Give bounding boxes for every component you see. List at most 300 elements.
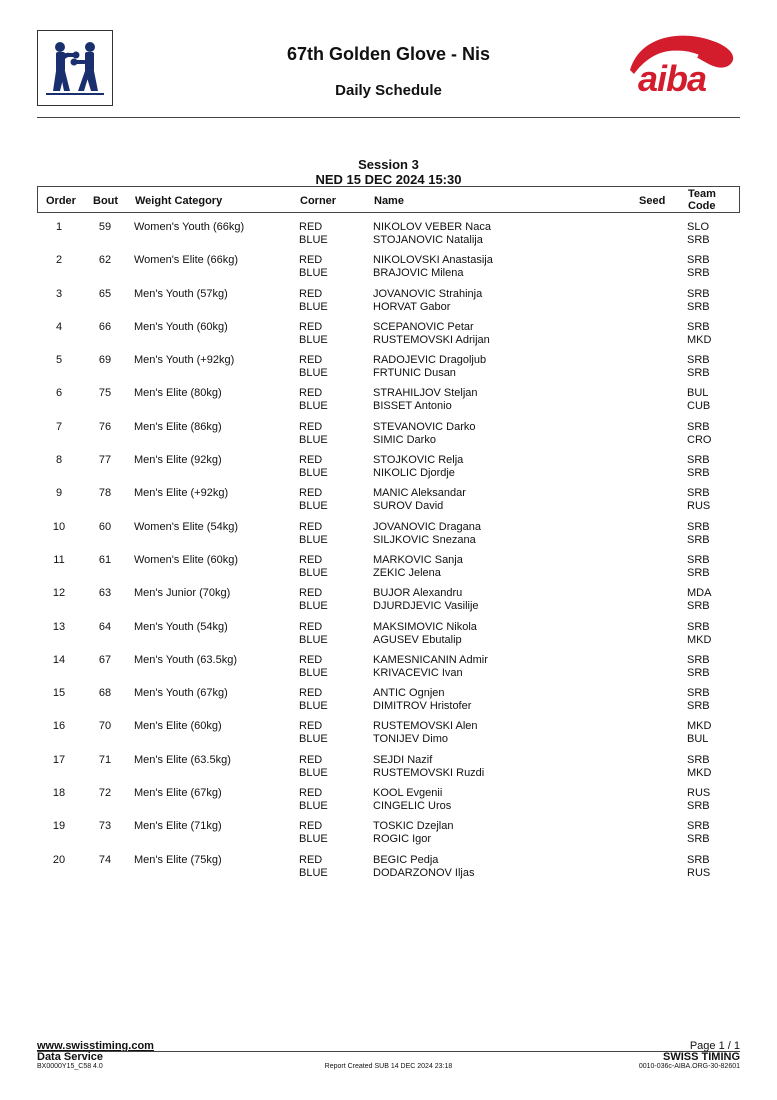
name-cell bbox=[373, 854, 474, 880]
order-order: 11 bbox=[53, 553, 65, 566]
team-code-cell bbox=[687, 321, 711, 347]
name-cell bbox=[373, 454, 463, 480]
weight-category-cell bbox=[134, 587, 230, 600]
footer-data-service: Data Service bbox=[37, 1051, 104, 1063]
corner-cell bbox=[299, 288, 328, 314]
team-code-cell bbox=[687, 254, 710, 280]
team-code-blue-team: SRB bbox=[687, 666, 710, 679]
weight-category-weight: Men's Elite (80kg) bbox=[134, 387, 222, 400]
corner-cell bbox=[299, 820, 328, 846]
schedule-table-body bbox=[37, 221, 740, 887]
order-order: 1 bbox=[55, 221, 63, 233]
order-cell bbox=[37, 854, 81, 867]
name-blue-name: STOJANOVIC Natalija bbox=[373, 234, 483, 246]
team-code-blue-team: MKD bbox=[687, 333, 712, 346]
order-order: 6 bbox=[55, 387, 63, 400]
team-code-cell bbox=[687, 521, 710, 547]
name-cell bbox=[373, 820, 454, 846]
order-order: 13 bbox=[52, 620, 66, 633]
team-code-red-team: SRB bbox=[687, 520, 710, 533]
corner-red-corner: RED bbox=[299, 487, 323, 500]
col-weight-category: Weight Category bbox=[135, 195, 223, 207]
corner-red-corner: RED bbox=[299, 787, 323, 800]
weight-category-cell bbox=[134, 421, 222, 434]
bout-bout: 67 bbox=[98, 653, 112, 666]
team-code-red-team: RUS bbox=[687, 787, 711, 800]
table-header bbox=[37, 186, 740, 213]
table-row bbox=[37, 221, 740, 254]
footer-report-created: Report Created SUB 14 DEC 2024 23:18 bbox=[324, 1063, 453, 1070]
session-name: Session 3 bbox=[358, 157, 419, 172]
team-code-cell bbox=[687, 288, 710, 314]
team-code-cell bbox=[687, 854, 710, 880]
team-code-red-team: BUL bbox=[687, 387, 709, 400]
corner-cell bbox=[299, 621, 328, 647]
order-order: 8 bbox=[55, 454, 63, 467]
footer-reference: 0010-036c-AIBA.ORG-30-82601 bbox=[638, 1063, 740, 1070]
order-order: 2 bbox=[55, 254, 63, 267]
bout-cell bbox=[92, 687, 118, 700]
order-order: 17 bbox=[52, 753, 66, 766]
session-heading bbox=[0, 157, 777, 187]
team-code-cell bbox=[687, 621, 711, 647]
corner-blue-corner: BLUE bbox=[299, 566, 328, 579]
bout-bout: 60 bbox=[98, 520, 112, 533]
bout-bout: 75 bbox=[98, 387, 112, 400]
corner-red-corner: RED bbox=[299, 254, 323, 267]
table-row bbox=[37, 254, 740, 287]
name-red-name: KAMESNICANIN Admir bbox=[373, 653, 488, 666]
team-code-red-team: SRB bbox=[687, 620, 710, 633]
name-red-name: NIKOLOVSKI Anastasija bbox=[373, 254, 493, 267]
col-team-line2: Code bbox=[688, 200, 716, 212]
bout-cell bbox=[92, 521, 118, 534]
order-order: 20 bbox=[52, 853, 66, 866]
name-blue-name: DODARZONOV Iljas bbox=[373, 866, 475, 879]
corner-blue-corner: BLUE bbox=[299, 267, 328, 280]
corner-red-corner: RED bbox=[299, 221, 323, 233]
weight-category-cell bbox=[134, 754, 231, 767]
weight-category-weight: Men's Youth (60kg) bbox=[134, 320, 228, 333]
weight-category-weight: Men's Youth (67kg) bbox=[134, 687, 228, 700]
table-row bbox=[37, 354, 740, 387]
name-cell bbox=[373, 254, 493, 280]
team-code-blue-team: SRB bbox=[687, 800, 710, 813]
order-order: 16 bbox=[52, 720, 66, 733]
bout-cell bbox=[92, 454, 118, 467]
corner-cell bbox=[299, 421, 328, 447]
corner-cell bbox=[299, 787, 328, 813]
team-code-cell bbox=[687, 587, 711, 613]
order-order: 10 bbox=[52, 520, 66, 533]
table-row bbox=[37, 421, 740, 454]
name-blue-name: RUSTEMOVSKI Adrijan bbox=[373, 333, 490, 346]
name-blue-name: KRIVACEVIC Ivan bbox=[373, 666, 463, 679]
weight-category-cell bbox=[134, 621, 228, 634]
corner-cell bbox=[299, 754, 328, 780]
session-datetime: NED 15 DEC 2024 15:30 bbox=[315, 172, 462, 187]
weight-category-cell bbox=[134, 321, 228, 334]
bout-cell bbox=[92, 654, 118, 667]
team-code-blue-team: SRB bbox=[687, 467, 710, 480]
footer-report-code: BX0000Y15_C58 4.0 bbox=[37, 1063, 103, 1070]
team-code-red-team: MKD bbox=[687, 720, 712, 733]
order-cell bbox=[37, 487, 81, 500]
name-red-name: NIKOLOV VEBER Naca bbox=[373, 221, 491, 233]
team-code-cell bbox=[687, 720, 711, 746]
team-code-red-team: SRB bbox=[687, 487, 710, 500]
corner-blue-corner: BLUE bbox=[299, 533, 328, 546]
weight-category-weight: Men's Youth (57kg) bbox=[134, 287, 228, 300]
name-blue-name: RUSTEMOVSKI Ruzdi bbox=[373, 766, 485, 779]
corner-cell bbox=[299, 854, 328, 880]
corner-cell bbox=[299, 720, 328, 746]
team-code-red-team: SRB bbox=[687, 354, 710, 367]
table-row bbox=[37, 787, 740, 820]
name-red-name: STEVANOVIC Darko bbox=[373, 420, 476, 433]
name-cell bbox=[373, 654, 488, 680]
team-code-blue-team: MKD bbox=[687, 766, 712, 779]
bout-cell bbox=[92, 787, 118, 800]
name-blue-name: DIMITROV Hristofer bbox=[373, 700, 472, 713]
corner-blue-corner: BLUE bbox=[299, 600, 328, 613]
name-cell bbox=[373, 387, 478, 413]
footer-brand: SWISS TIMING bbox=[663, 1051, 740, 1063]
name-cell bbox=[373, 587, 479, 613]
corner-blue-corner: BLUE bbox=[299, 367, 328, 380]
team-code-cell bbox=[687, 654, 710, 680]
corner-cell bbox=[299, 454, 328, 480]
col-team-line1: Team bbox=[688, 188, 716, 200]
corner-blue-corner: BLUE bbox=[299, 700, 328, 713]
corner-cell bbox=[299, 521, 328, 547]
team-code-cell bbox=[687, 487, 710, 513]
bout-bout: 68 bbox=[98, 687, 112, 700]
bout-bout: 69 bbox=[98, 354, 112, 367]
header-divider bbox=[37, 117, 740, 118]
name-red-name: JOVANOVIC Strahinja bbox=[373, 287, 483, 300]
name-blue-name: SIMIC Darko bbox=[373, 433, 436, 446]
weight-category-cell bbox=[134, 454, 222, 467]
name-cell bbox=[373, 487, 466, 513]
weight-category-cell bbox=[134, 254, 238, 267]
corner-red-corner: RED bbox=[299, 387, 323, 400]
col-bout: Bout bbox=[93, 195, 119, 207]
corner-blue-corner: BLUE bbox=[299, 433, 328, 446]
team-code-blue-team: SRB bbox=[687, 533, 710, 546]
order-cell bbox=[37, 820, 81, 833]
bout-bout: 78 bbox=[98, 487, 112, 500]
order-cell bbox=[37, 387, 81, 400]
team-code-red-team: SRB bbox=[687, 753, 710, 766]
table-row bbox=[37, 487, 740, 520]
name-red-name: RADOJEVIC Dragoljub bbox=[373, 354, 487, 367]
name-red-name: TOSKIC Dzejlan bbox=[373, 820, 454, 833]
name-blue-name: CINGELIC Uros bbox=[373, 800, 452, 813]
order-cell bbox=[37, 421, 81, 434]
name-cell bbox=[373, 687, 471, 713]
page-title: 67th Golden Glove - Nis bbox=[286, 44, 491, 64]
name-cell bbox=[373, 288, 482, 314]
name-cell bbox=[373, 521, 481, 547]
name-blue-name: TONIJEV Dimo bbox=[373, 733, 448, 746]
team-code-cell bbox=[687, 820, 710, 846]
name-red-name: SCEPANOVIC Petar bbox=[373, 320, 474, 333]
bout-cell bbox=[92, 554, 118, 567]
bout-cell bbox=[92, 387, 118, 400]
weight-category-weight: Men's Elite (75kg) bbox=[134, 853, 222, 866]
team-code-red-team: SRB bbox=[687, 553, 710, 566]
table-row bbox=[37, 654, 740, 687]
name-red-name: MARKOVIC Sanja bbox=[373, 553, 463, 566]
weight-category-cell bbox=[134, 354, 234, 367]
weight-category-weight: Women's Elite (60kg) bbox=[134, 553, 238, 566]
corner-red-corner: RED bbox=[299, 687, 323, 700]
col-name: Name bbox=[374, 195, 404, 207]
weight-category-weight: Men's Elite (92kg) bbox=[134, 454, 222, 467]
order-order: 4 bbox=[55, 320, 63, 333]
team-code-blue-team: SRB bbox=[687, 700, 710, 713]
name-blue-name: SILJKOVIC Snezana bbox=[373, 533, 476, 546]
bout-bout: 74 bbox=[98, 853, 112, 866]
name-red-name: ANTIC Ognjen bbox=[373, 687, 445, 700]
order-cell bbox=[37, 687, 81, 700]
footer-divider bbox=[37, 1051, 740, 1052]
corner-blue-corner: BLUE bbox=[299, 400, 328, 413]
weight-category-cell bbox=[134, 820, 222, 833]
name-blue-name: AGUSEV Ebutalip bbox=[373, 633, 462, 646]
team-code-blue-team: SRB bbox=[687, 367, 710, 380]
team-code-red-team: SRB bbox=[687, 820, 710, 833]
order-cell bbox=[37, 787, 81, 800]
bout-cell bbox=[92, 354, 118, 367]
order-order: 7 bbox=[55, 420, 63, 433]
bout-bout: 66 bbox=[98, 320, 112, 333]
order-order: 9 bbox=[55, 487, 63, 500]
bout-cell bbox=[92, 421, 118, 434]
corner-red-corner: RED bbox=[299, 820, 323, 833]
order-order: 19 bbox=[52, 820, 66, 833]
corner-blue-corner: BLUE bbox=[299, 800, 328, 813]
team-code-cell bbox=[687, 221, 710, 247]
team-code-red-team: SRB bbox=[687, 254, 710, 267]
name-red-name: MANIC Aleksandar bbox=[373, 487, 466, 500]
order-cell bbox=[37, 754, 81, 767]
weight-category-weight: Women's Elite (66kg) bbox=[134, 254, 238, 267]
order-cell bbox=[37, 454, 81, 467]
name-red-name: BUJOR Alexandru bbox=[373, 587, 463, 600]
col-corner: Corner bbox=[300, 195, 337, 207]
team-code-cell bbox=[687, 454, 710, 480]
weight-category-weight: Women's Youth (66kg) bbox=[134, 221, 245, 233]
corner-red-corner: RED bbox=[299, 653, 323, 666]
team-code-blue-team: SRB bbox=[687, 833, 710, 846]
team-code-red-team: SLO bbox=[687, 221, 710, 233]
corner-blue-corner: BLUE bbox=[299, 500, 328, 513]
bout-cell bbox=[92, 720, 118, 733]
team-code-blue-team: SRB bbox=[687, 234, 710, 246]
team-code-blue-team: MKD bbox=[687, 633, 712, 646]
table-row bbox=[37, 521, 740, 554]
team-code-blue-team: RUS bbox=[687, 500, 711, 513]
corner-cell bbox=[299, 387, 328, 413]
order-cell bbox=[37, 354, 81, 367]
corner-red-corner: RED bbox=[299, 553, 323, 566]
bout-cell bbox=[92, 221, 118, 234]
order-cell bbox=[37, 521, 81, 534]
team-code-red-team: SRB bbox=[687, 320, 710, 333]
weight-category-cell bbox=[134, 387, 222, 400]
corner-red-corner: RED bbox=[299, 853, 323, 866]
weight-category-cell bbox=[134, 854, 222, 867]
order-order: 5 bbox=[55, 354, 63, 367]
bout-cell bbox=[92, 288, 118, 301]
weight-category-weight: Men's Youth (63.5kg) bbox=[134, 653, 238, 666]
weight-category-cell bbox=[134, 221, 244, 234]
name-blue-name: FRTUNIC Dusan bbox=[373, 367, 456, 380]
order-cell bbox=[37, 654, 81, 667]
weight-category-cell bbox=[134, 787, 222, 800]
name-blue-name: NIKOLIC Djordje bbox=[373, 467, 455, 480]
name-cell bbox=[373, 321, 490, 347]
weight-category-cell bbox=[134, 687, 228, 700]
corner-red-corner: RED bbox=[299, 520, 323, 533]
team-code-blue-team: SRB bbox=[687, 600, 710, 613]
corner-blue-corner: BLUE bbox=[299, 467, 328, 480]
corner-blue-corner: BLUE bbox=[299, 666, 328, 679]
order-cell bbox=[37, 587, 81, 600]
weight-category-weight: Men's Elite (+92kg) bbox=[134, 487, 229, 500]
order-order: 18 bbox=[52, 787, 66, 800]
corner-red-corner: RED bbox=[299, 420, 323, 433]
name-red-name: STOJKOVIC Relja bbox=[373, 454, 464, 467]
team-code-red-team: SRB bbox=[687, 420, 710, 433]
corner-cell bbox=[299, 221, 328, 247]
weight-category-cell bbox=[134, 288, 228, 301]
weight-category-weight: Men's Youth (+92kg) bbox=[134, 354, 235, 367]
corner-red-corner: RED bbox=[299, 320, 323, 333]
corner-blue-corner: BLUE bbox=[299, 633, 328, 646]
weight-category-cell bbox=[134, 654, 237, 667]
bout-cell bbox=[92, 321, 118, 334]
table-row bbox=[37, 621, 740, 654]
weight-category-weight: Men's Elite (86kg) bbox=[134, 420, 222, 433]
weight-category-cell bbox=[134, 554, 238, 567]
team-code-red-team: SRB bbox=[687, 454, 710, 467]
team-code-blue-team: SRB bbox=[687, 566, 710, 579]
team-code-cell bbox=[687, 754, 711, 780]
bout-cell bbox=[92, 254, 118, 267]
team-code-cell bbox=[687, 421, 711, 447]
order-cell bbox=[37, 554, 81, 567]
bout-bout: 61 bbox=[98, 553, 112, 566]
team-code-red-team: SRB bbox=[687, 653, 710, 666]
bout-bout: 63 bbox=[98, 587, 112, 600]
team-code-cell bbox=[687, 387, 710, 413]
team-code-cell bbox=[687, 554, 710, 580]
name-cell bbox=[373, 354, 486, 380]
bout-bout: 77 bbox=[98, 454, 112, 467]
bout-cell bbox=[92, 587, 118, 600]
corner-red-corner: RED bbox=[299, 753, 323, 766]
corner-red-corner: RED bbox=[299, 287, 323, 300]
corner-blue-corner: BLUE bbox=[299, 866, 328, 879]
col-seed: Seed bbox=[639, 195, 666, 207]
weight-category-weight: Men's Elite (71kg) bbox=[134, 820, 222, 833]
team-code-blue-team: BUL bbox=[687, 733, 709, 746]
name-red-name: KOOL Evgenii bbox=[373, 787, 443, 800]
bout-bout: 76 bbox=[98, 420, 112, 433]
bout-cell bbox=[92, 754, 118, 767]
table-row bbox=[37, 854, 740, 887]
name-blue-name: HORVAT Gabor bbox=[373, 300, 451, 313]
team-code-cell bbox=[687, 787, 710, 813]
corner-cell bbox=[299, 587, 328, 613]
table-row bbox=[37, 387, 740, 420]
team-code-red-team: MDA bbox=[687, 587, 712, 600]
order-cell bbox=[37, 621, 81, 634]
corner-cell bbox=[299, 687, 328, 713]
name-cell bbox=[373, 554, 463, 580]
corner-cell bbox=[299, 554, 328, 580]
aiba-logo bbox=[620, 30, 744, 106]
weight-category-cell bbox=[134, 521, 238, 534]
name-cell bbox=[373, 720, 478, 746]
col-order: Order bbox=[46, 195, 76, 207]
corner-cell bbox=[299, 487, 328, 513]
name-red-name: SEJDI Nazif bbox=[373, 753, 433, 766]
footer-url[interactable]: www.swisstiming.com bbox=[37, 1040, 154, 1052]
aiba-wordmark: aiba bbox=[638, 58, 707, 99]
order-cell bbox=[37, 321, 81, 334]
bout-cell bbox=[92, 487, 118, 500]
corner-red-corner: RED bbox=[299, 620, 323, 633]
weight-category-cell bbox=[134, 487, 228, 500]
corner-blue-corner: BLUE bbox=[299, 300, 328, 313]
table-row bbox=[37, 587, 740, 620]
corner-cell bbox=[299, 254, 328, 280]
table-row bbox=[37, 754, 740, 787]
weight-category-weight: Men's Elite (63.5kg) bbox=[134, 753, 231, 766]
bout-bout: 73 bbox=[98, 820, 112, 833]
name-cell bbox=[373, 221, 491, 247]
table-row bbox=[37, 820, 740, 853]
name-cell bbox=[373, 621, 477, 647]
name-blue-name: ZEKIC Jelena bbox=[373, 566, 441, 579]
bout-bout: 62 bbox=[98, 254, 112, 267]
order-order: 14 bbox=[52, 653, 66, 666]
weight-category-cell bbox=[134, 720, 222, 733]
order-order: 15 bbox=[52, 687, 66, 700]
corner-blue-corner: BLUE bbox=[299, 766, 328, 779]
bout-bout: 59 bbox=[98, 221, 112, 233]
bout-cell bbox=[92, 854, 118, 867]
name-red-name: JOVANOVIC Dragana bbox=[373, 520, 482, 533]
team-code-blue-team: RUS bbox=[687, 866, 711, 879]
order-order: 3 bbox=[55, 287, 63, 300]
name-blue-name: BISSET Antonio bbox=[373, 400, 452, 413]
table-row bbox=[37, 687, 740, 720]
table-row bbox=[37, 288, 740, 321]
corner-blue-corner: BLUE bbox=[299, 333, 328, 346]
order-order: 12 bbox=[52, 587, 66, 600]
corner-red-corner: RED bbox=[299, 354, 323, 367]
footer-page-number: Page 1 / 1 bbox=[689, 1040, 740, 1052]
weight-category-weight: Men's Youth (54kg) bbox=[134, 620, 228, 633]
bout-bout: 64 bbox=[98, 620, 112, 633]
corner-cell bbox=[299, 654, 328, 680]
team-code-cell bbox=[687, 354, 710, 380]
